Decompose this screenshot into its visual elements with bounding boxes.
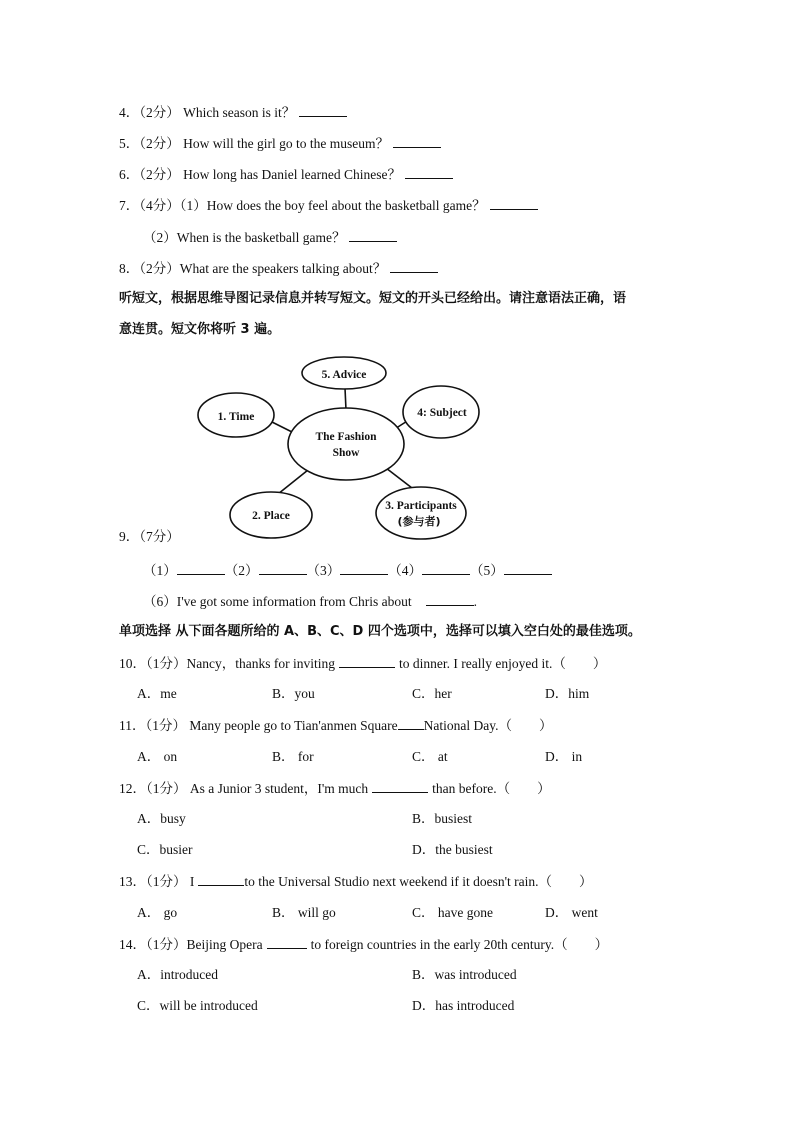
- participants-label: 3. Participants: [385, 500, 457, 512]
- question-11: [119, 716, 553, 735]
- retell-instruction-line-2: 意连贯。短文你将听 3 遍。: [119, 322, 281, 337]
- blank-label: （5）: [470, 563, 504, 578]
- option-a[interactable]: A．me: [137, 686, 177, 701]
- question-8: [119, 259, 442, 278]
- connector-participants: [386, 468, 412, 488]
- blank-label: （2）: [224, 563, 259, 578]
- question-text: Which season is it？: [183, 105, 296, 120]
- option-d[interactable]: D．him: [545, 686, 590, 701]
- mc-instruction: 单项选择 从下面各题所给的 A、B、C、D 四个选项中，选择可以填入空白处的最佳选项。: [119, 624, 641, 639]
- question-number: 7．: [119, 198, 140, 213]
- center-label: The Fashion: [315, 431, 377, 443]
- option-d[interactable]: D． in: [545, 749, 583, 764]
- question-12: [119, 779, 551, 798]
- question-score: （2分）: [139, 136, 180, 151]
- question-14: [119, 935, 608, 954]
- node-participants: [376, 487, 466, 539]
- question-text: 11．（1分） Many people go to Tian'anmen Square: [119, 718, 398, 733]
- question-4: [119, 103, 351, 122]
- option-d[interactable]: D． went: [545, 905, 598, 920]
- blank-label: （1）: [143, 563, 177, 578]
- answer-blank[interactable]: [398, 716, 424, 730]
- question-number: 5．: [119, 136, 140, 151]
- question-text: 14．（1分）Beijing Opera: [119, 937, 263, 952]
- answer-blank[interactable]: [390, 259, 438, 273]
- time-label: 1. Time: [217, 411, 255, 423]
- center-label: Show: [332, 447, 360, 459]
- question-text: What are the speakers talking about？: [179, 261, 387, 276]
- option-c[interactable]: C．will be introduced: [137, 998, 258, 1013]
- question-text: （1）How does the boy feel about the basketball game？: [179, 198, 486, 213]
- participants-label-cn: (参与者): [397, 515, 441, 528]
- connector-advice: [345, 388, 346, 410]
- option-b[interactable]: B．you: [272, 686, 315, 701]
- answer-blank[interactable]: [393, 134, 441, 148]
- question-score: （7分）: [139, 529, 180, 544]
- answer-blank[interactable]: [259, 561, 307, 575]
- punctuation: .: [473, 594, 478, 609]
- question-number: 4．: [119, 105, 140, 120]
- option-c[interactable]: C． at: [412, 749, 448, 764]
- answer-blank[interactable]: [198, 872, 244, 886]
- option-c[interactable]: C．her: [412, 686, 452, 701]
- option-a[interactable]: A． on: [137, 749, 178, 764]
- question-text: （6）I've got some information from Chris about: [143, 594, 412, 609]
- advice-label: 5. Advice: [321, 369, 367, 381]
- question-6: [119, 165, 457, 184]
- answer-blank[interactable]: [426, 592, 474, 606]
- answer-blank[interactable]: [405, 165, 453, 179]
- question-number: 6．: [119, 167, 140, 182]
- answer-blank[interactable]: [349, 228, 397, 242]
- question-text: than before.（ ）: [432, 781, 551, 796]
- question-text: 13．（1分） I: [119, 874, 195, 889]
- question-score: （2分）: [139, 105, 180, 120]
- option-a[interactable]: A．busy: [137, 811, 186, 826]
- blank-label: （3）: [306, 563, 341, 578]
- question-text: to dinner. I really enjoyed it.（ ）: [398, 656, 607, 671]
- option-b[interactable]: B． will go: [272, 905, 336, 920]
- question-5: [119, 134, 445, 153]
- question-number: 8．: [119, 261, 140, 276]
- question-text: to foreign countries in the early 20th century.（ ）: [310, 937, 609, 952]
- answer-blank[interactable]: [299, 103, 347, 117]
- question-13: [119, 872, 593, 891]
- question-text: to the Universal Studio next weekend if it doesn't rain.（ ）: [244, 874, 593, 889]
- question-7: [119, 196, 542, 215]
- question-text: （2）When is the basketball game？: [143, 230, 346, 245]
- question-text: 10．（1分）Nancy，thanks for inviting: [119, 656, 335, 671]
- subject-label: 4: Subject: [417, 407, 467, 419]
- option-c[interactable]: C． have gone: [412, 905, 493, 920]
- question-9-part-6: [143, 592, 477, 611]
- answer-blank[interactable]: [340, 561, 388, 575]
- question-score: （4分）: [139, 198, 180, 213]
- blank-label: （4）: [388, 563, 422, 578]
- option-c[interactable]: C．busier: [137, 842, 193, 857]
- question-text: 12．（1分） As a Junior 3 student，I'm much: [119, 781, 369, 796]
- question-7-part-2: [143, 228, 401, 247]
- place-label: 2. Place: [252, 510, 290, 522]
- option-a[interactable]: A． go: [137, 905, 178, 920]
- option-d[interactable]: D．has introduced: [412, 998, 515, 1013]
- answer-blank[interactable]: [422, 561, 470, 575]
- answer-blank[interactable]: [372, 779, 428, 793]
- question-score: （2分）: [139, 167, 180, 182]
- answer-blank[interactable]: [267, 935, 307, 949]
- question-text: How long has Daniel learned Chinese？: [183, 167, 401, 182]
- question-text: National Day.（ ）: [423, 718, 553, 733]
- connector-place: [278, 470, 308, 494]
- answer-blank[interactable]: [504, 561, 552, 575]
- question-9-blanks: [143, 561, 552, 580]
- option-d[interactable]: D．the busiest: [412, 842, 493, 857]
- answer-blank[interactable]: [339, 654, 395, 668]
- option-b[interactable]: B． for: [272, 749, 314, 764]
- question-text: How will the girl go to the museum？: [183, 136, 389, 151]
- question-10: [119, 654, 606, 673]
- answer-blank[interactable]: [177, 561, 225, 575]
- answer-blank[interactable]: [490, 196, 538, 210]
- center-node: [288, 408, 404, 480]
- option-a[interactable]: A．introduced: [137, 967, 218, 982]
- question-score: （2分）: [139, 261, 180, 276]
- retell-instruction-line-1: 听短文，根据思维导图记录信息并转写短文。短文的开头已经给出。请注意语法正确，语: [119, 291, 627, 306]
- question-9: [119, 528, 180, 546]
- mind-map: [190, 352, 490, 542]
- option-b[interactable]: B．was introduced: [412, 967, 517, 982]
- question-number: 9．: [119, 529, 140, 544]
- option-b[interactable]: B．busiest: [412, 811, 473, 826]
